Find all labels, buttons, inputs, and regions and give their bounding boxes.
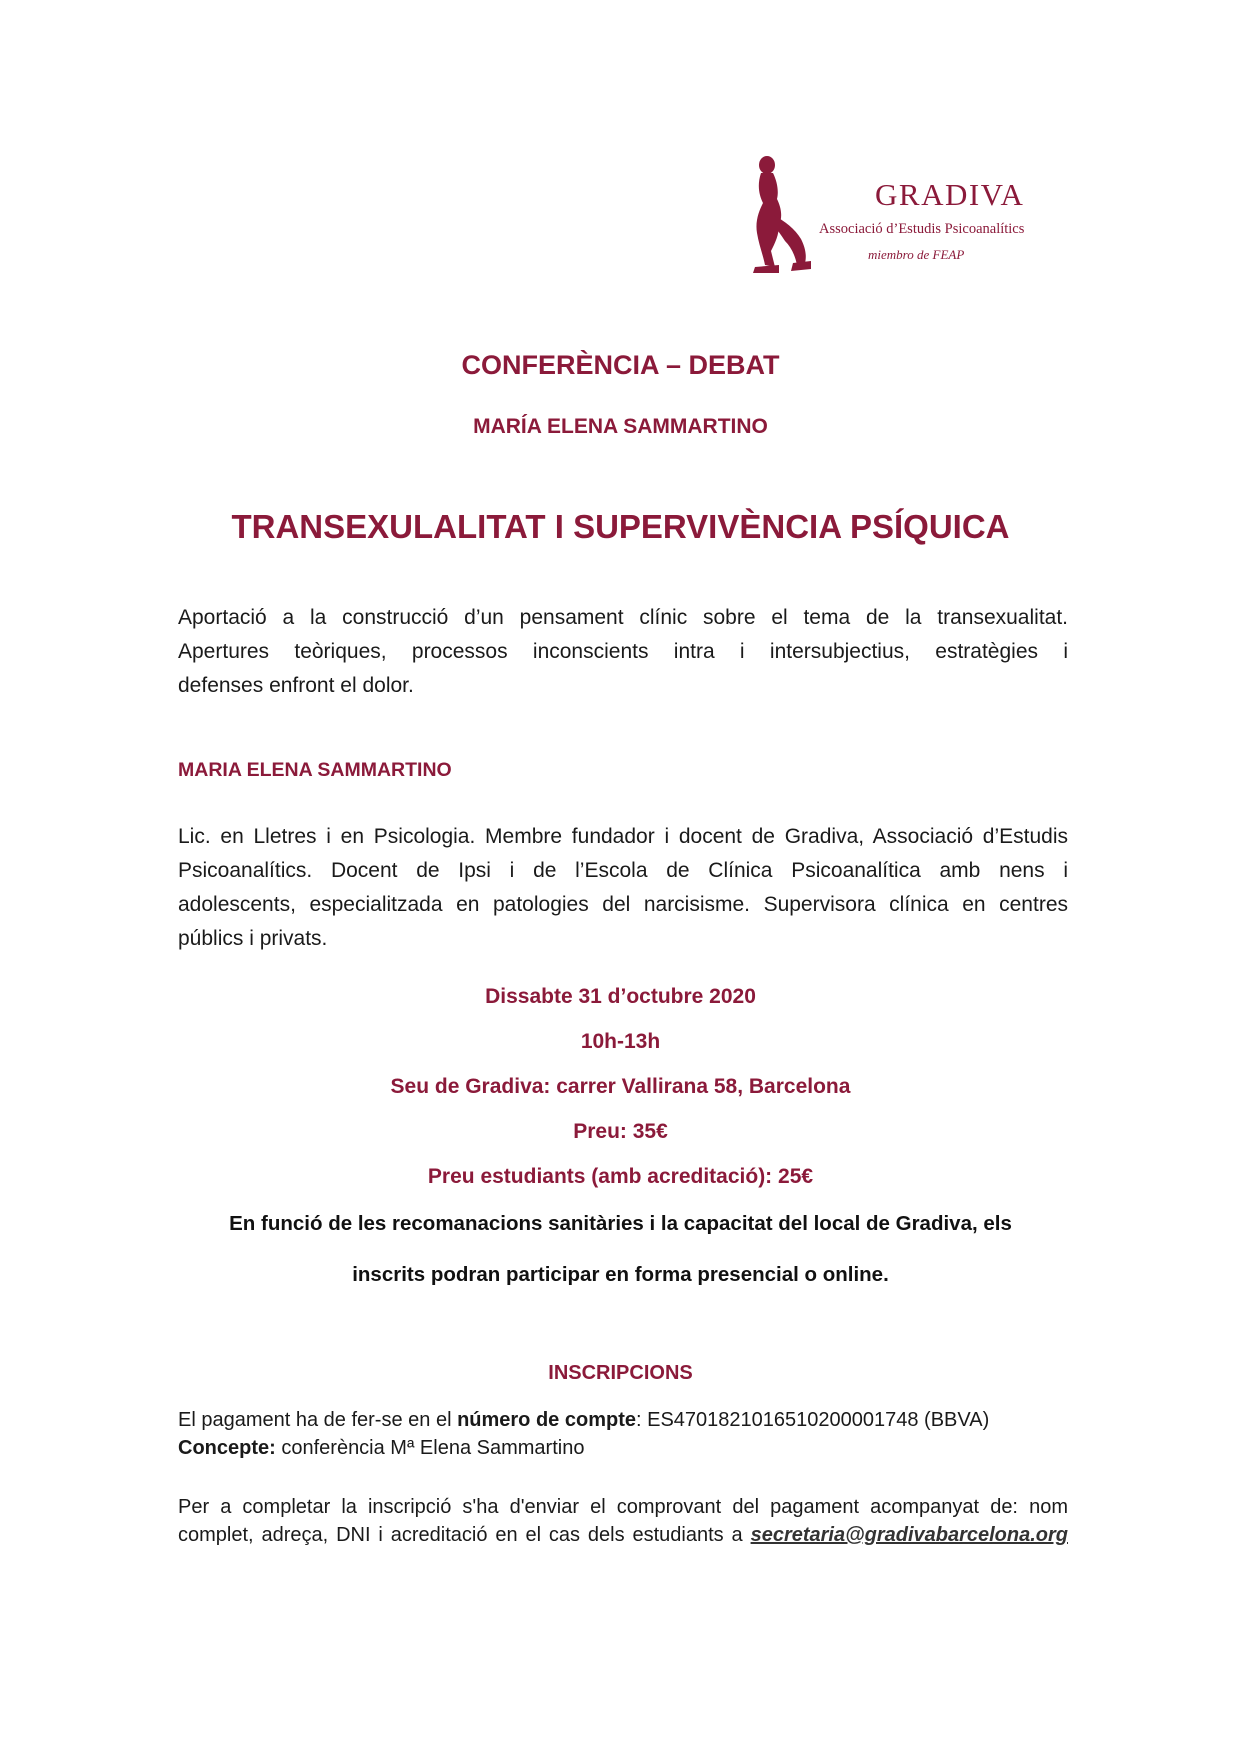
logo-member: miembro de FEAP: [868, 247, 965, 262]
payment-prefix: El pagament ha de fer-se en el: [178, 1409, 458, 1431]
speaker-name: MARÍA ELENA SAMMARTINO: [473, 415, 768, 438]
intro-paragraph: [178, 601, 1068, 703]
payment-line: [178, 1406, 1068, 1434]
gradiva-figure-icon: [745, 155, 813, 275]
bio-paragraph: [178, 820, 1068, 956]
instructions-line2: [178, 1521, 1068, 1549]
email-link[interactable]: secretaria@gradivabarcelona.org: [750, 1524, 1068, 1546]
registration-instructions: [178, 1493, 1068, 1549]
payment-info: [178, 1406, 1068, 1462]
event-note-line1: En funció de les recomanacions sanitàries i la capacitat del local de Gradiva, els: [229, 1212, 1012, 1235]
event-price: Preu: 35€: [573, 1120, 668, 1143]
bio-line: Lic. en Lletres i en Psicologia. Membre fundador i docent de Gradiva, Associació d’Estudis: [178, 825, 1068, 848]
concept-line: [178, 1434, 1068, 1462]
bio-line: Psicoanalítics. Docent de Ipsi i de l’Escola de Clínica Psicoanalítica amb nens i: [178, 859, 1068, 882]
concept-value: conferència Mª Elena Sammartino: [275, 1437, 585, 1459]
bio-line: adolescents, especialitzada en patologies del narcisisme. Supervisora clínica en centres: [178, 893, 1068, 916]
intro-line: defenses enfront el dolor.: [178, 674, 414, 697]
payment-value: : ES4701821016510200001748 (BBVA): [635, 1409, 990, 1431]
intro-line: Aportació a la construcció d’un pensament clínic sobre el tema de la transexualitat.: [178, 606, 1068, 629]
event-venue: Seu de Gradiva: carrer Vallirana 58, Barcelona: [390, 1075, 851, 1098]
event-time: 10h-13h: [580, 1030, 661, 1053]
conference-title: TRANSEXULALITAT I SUPERVIVÈNCIA PSÍQUICA: [231, 508, 1010, 545]
logo-name: GRADIVA: [875, 177, 1025, 212]
registration-heading: INSCRIPCIONS: [548, 1362, 693, 1384]
bio-heading: MARIA ELENA SAMMARTINO: [178, 759, 452, 781]
concept-label: Concepte:: [178, 1437, 276, 1459]
event-price-students: Preu estudiants (amb acreditació): 25€: [427, 1165, 814, 1188]
gradiva-logo: [745, 155, 1055, 275]
event-type: CONFERÈNCIA – DEBAT: [461, 350, 780, 380]
bio-line: públics i privats.: [178, 927, 328, 950]
instructions-line: Per a completar la inscripció s'ha d'enviar el comprovant del pagament acompanyat de: nom: [178, 1496, 1068, 1518]
intro-line: Apertures teòriques, processos inconscients intra i intersubjectius, estratègies i: [178, 640, 1068, 663]
event-note-line2: inscrits podran participar en forma presencial o online.: [352, 1263, 889, 1286]
event-date: Dissabte 31 d’octubre 2020: [485, 985, 756, 1008]
logo-subtitle: Associació d’Estudis Psicoanalítics: [819, 221, 1025, 237]
payment-label: número de compte: [457, 1409, 636, 1431]
instructions-text: complet, adreça, DNI i acreditació en el cas dels estudiants a: [178, 1524, 751, 1546]
